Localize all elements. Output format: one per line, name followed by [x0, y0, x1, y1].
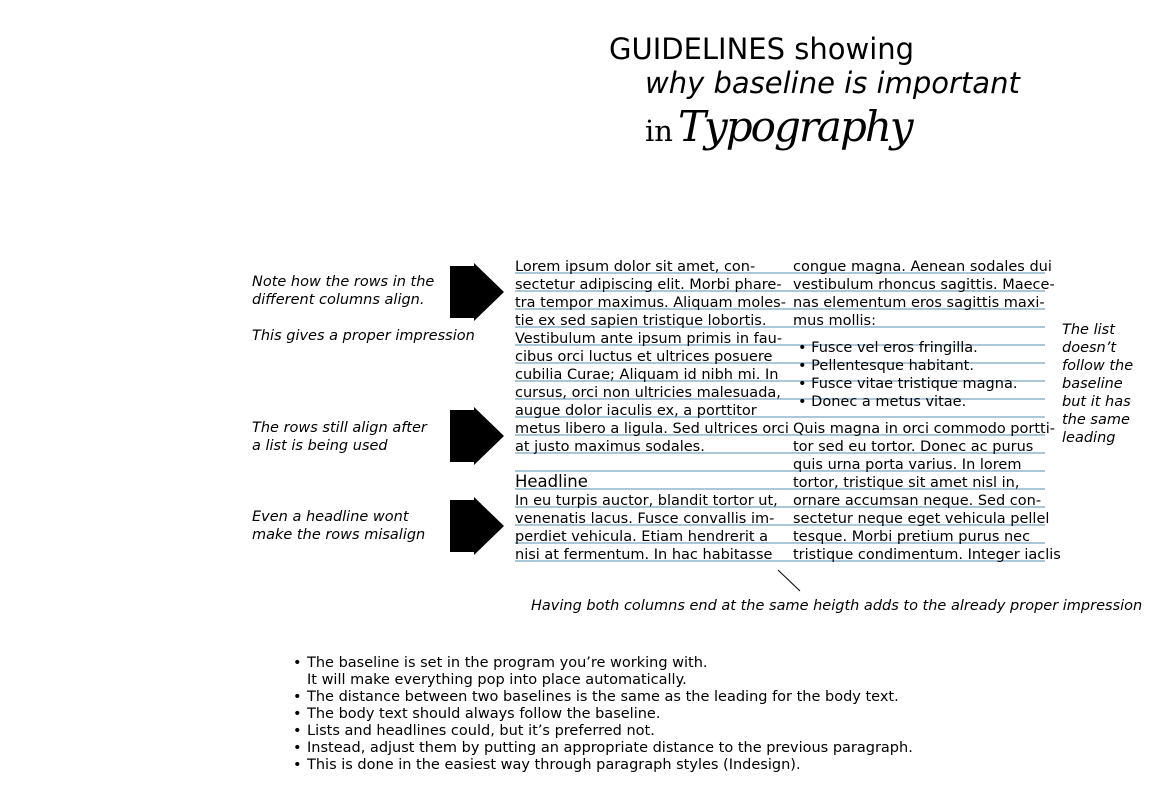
caption: Having both columns end at the same heigth adds to the already proper impression [531, 598, 1143, 614]
column-1-line: nisi at fermentum. In hac habitasse [515, 547, 773, 563]
side-note-line: leading [1062, 430, 1116, 446]
arrow-right-icon [450, 263, 504, 321]
column-2-line: congue magna. Aenean sodales dui [793, 259, 1052, 275]
title-line-2: why baseline is important [645, 66, 1020, 100]
column-1-line: sectetur adipiscing elit. Morbi phare- [515, 277, 782, 293]
list-item: • Pellentesque habitant. [798, 358, 974, 374]
side-note [1062, 321, 1133, 447]
list-item-text: Pellentesque habitant. [811, 358, 974, 374]
list-item: • This is done in the easiest way through paragraph styles (Indesign). [293, 757, 913, 774]
note-rows-align-line-2: different columns align. [252, 292, 425, 308]
note-after-list-line-1: The rows still align after [252, 420, 427, 436]
column-1-line: cubilia Curae; Aliquam id nibh mi. In [515, 367, 779, 383]
column-2-line: nas elementum eros sagittis maxi- [793, 295, 1045, 311]
side-note-line: but it has [1062, 394, 1131, 410]
note-headline-line-1: Even a headline wont [252, 509, 409, 525]
column-1-line: tra tempor maximus. Aliquam moles- [515, 295, 786, 311]
arrow-right-icon [450, 497, 504, 555]
column-2-line: sectetur neque eget vehicula pellel [793, 511, 1050, 527]
column-2-line: vestibulum rhoncus sagittis. Maece- [793, 277, 1055, 293]
column-2-line: tristique condimentum. Integer iaclis [793, 547, 1061, 563]
column-1-line: tie ex sed sapien tristique lobortis. [515, 313, 767, 329]
headline: Headline [515, 472, 588, 491]
title-line-3 [645, 104, 912, 159]
column-2-line: tor sed eu tortor. Donec ac purus [793, 439, 1034, 455]
column-1-line: venenatis lacus. Fusce convallis im- [515, 511, 775, 527]
list-item: • The body text should always follow the baseline. [293, 706, 913, 723]
list-item-text: Donec a metus vitae. [811, 394, 967, 410]
side-note-line: The list [1062, 322, 1115, 338]
list-item-text: It will make everything pop into place automatically. [307, 672, 687, 688]
arrow-right-icon [450, 407, 504, 465]
note-headline-line-2: make the rows misalign [252, 527, 426, 543]
side-note-line: baseline [1062, 376, 1123, 392]
list-item-text: • The baseline is set in the program you’re working with. [307, 655, 708, 671]
list-item [293, 655, 913, 689]
column-1-line: Vestibulum ante ipsum primis in fau- [515, 331, 783, 347]
note-rows-align-line-1: Note how the rows in the [252, 274, 435, 290]
column-1-line: metus libero a ligula. Sed ultrices orci [515, 421, 789, 437]
list-item: • Fusce vel eros fringilla. [798, 340, 978, 356]
column-1-line: cursus, orci non ultricies malesuada, [515, 385, 781, 401]
column-1-line: Lorem ipsum dolor sit amet, con- [515, 259, 756, 275]
column-1-line: perdiet vehicula. Etiam hendrerit a [515, 529, 769, 545]
column-2-line: tortor, tristique sit amet nisl in, [793, 475, 1020, 491]
caption-pointer-line [775, 568, 803, 594]
column-2-line: quis urna porta varius. In lorem [793, 457, 1022, 473]
list-item: • Instead, adjust them by putting an appropriate distance to the previous paragraph. [293, 740, 913, 757]
side-note-line: follow the [1062, 358, 1134, 374]
note-after-list [252, 419, 427, 455]
title-in: in [645, 114, 673, 148]
note-headline [252, 508, 425, 544]
guidelines-list [293, 655, 913, 774]
list-item-text: Fusce vel eros fringilla. [811, 340, 978, 356]
column-2-line: tesque. Morbi pretium purus nec [793, 529, 1031, 545]
column-2-line: ornare accumsan neque. Sed con- [793, 493, 1042, 509]
column-1-line: cibus orci luctus et ultrices posuere [515, 349, 773, 365]
column-2-line: Quis magna in orci commodo portti- [793, 421, 1055, 437]
title-typography-word: Typography [678, 102, 912, 151]
list-item-text: Fusce vitae tristique magna. [811, 376, 1018, 392]
list-item: • Donec a metus vitae. [798, 394, 967, 410]
side-note-line: doesn’t [1062, 340, 1117, 356]
text-column-2 [793, 258, 1061, 564]
note-impression: This gives a proper impression [252, 328, 475, 344]
column-2-line: mus mollis: [793, 313, 876, 329]
list-item: • The distance between two baselines is the same as the leading for the body text. [293, 689, 913, 706]
column-1-line: In eu turpis auctor, blandit tortor ut, [515, 493, 778, 509]
title-line-1: GUIDELINES showing [609, 32, 915, 66]
note-rows-align [252, 273, 434, 309]
list-item: • Lists and headlines could, but it’s preferred not. [293, 723, 913, 740]
text-column-1 [515, 258, 789, 564]
side-note-line: the same [1062, 412, 1130, 428]
column-1-line: augue dolor iaculis ex, a porttitor [515, 403, 757, 419]
list-item: • Fusce vitae tristique magna. [798, 376, 1018, 392]
column-1-line: at justo maximus sodales. [515, 439, 705, 455]
note-after-list-line-2: a list is being used [252, 438, 388, 454]
